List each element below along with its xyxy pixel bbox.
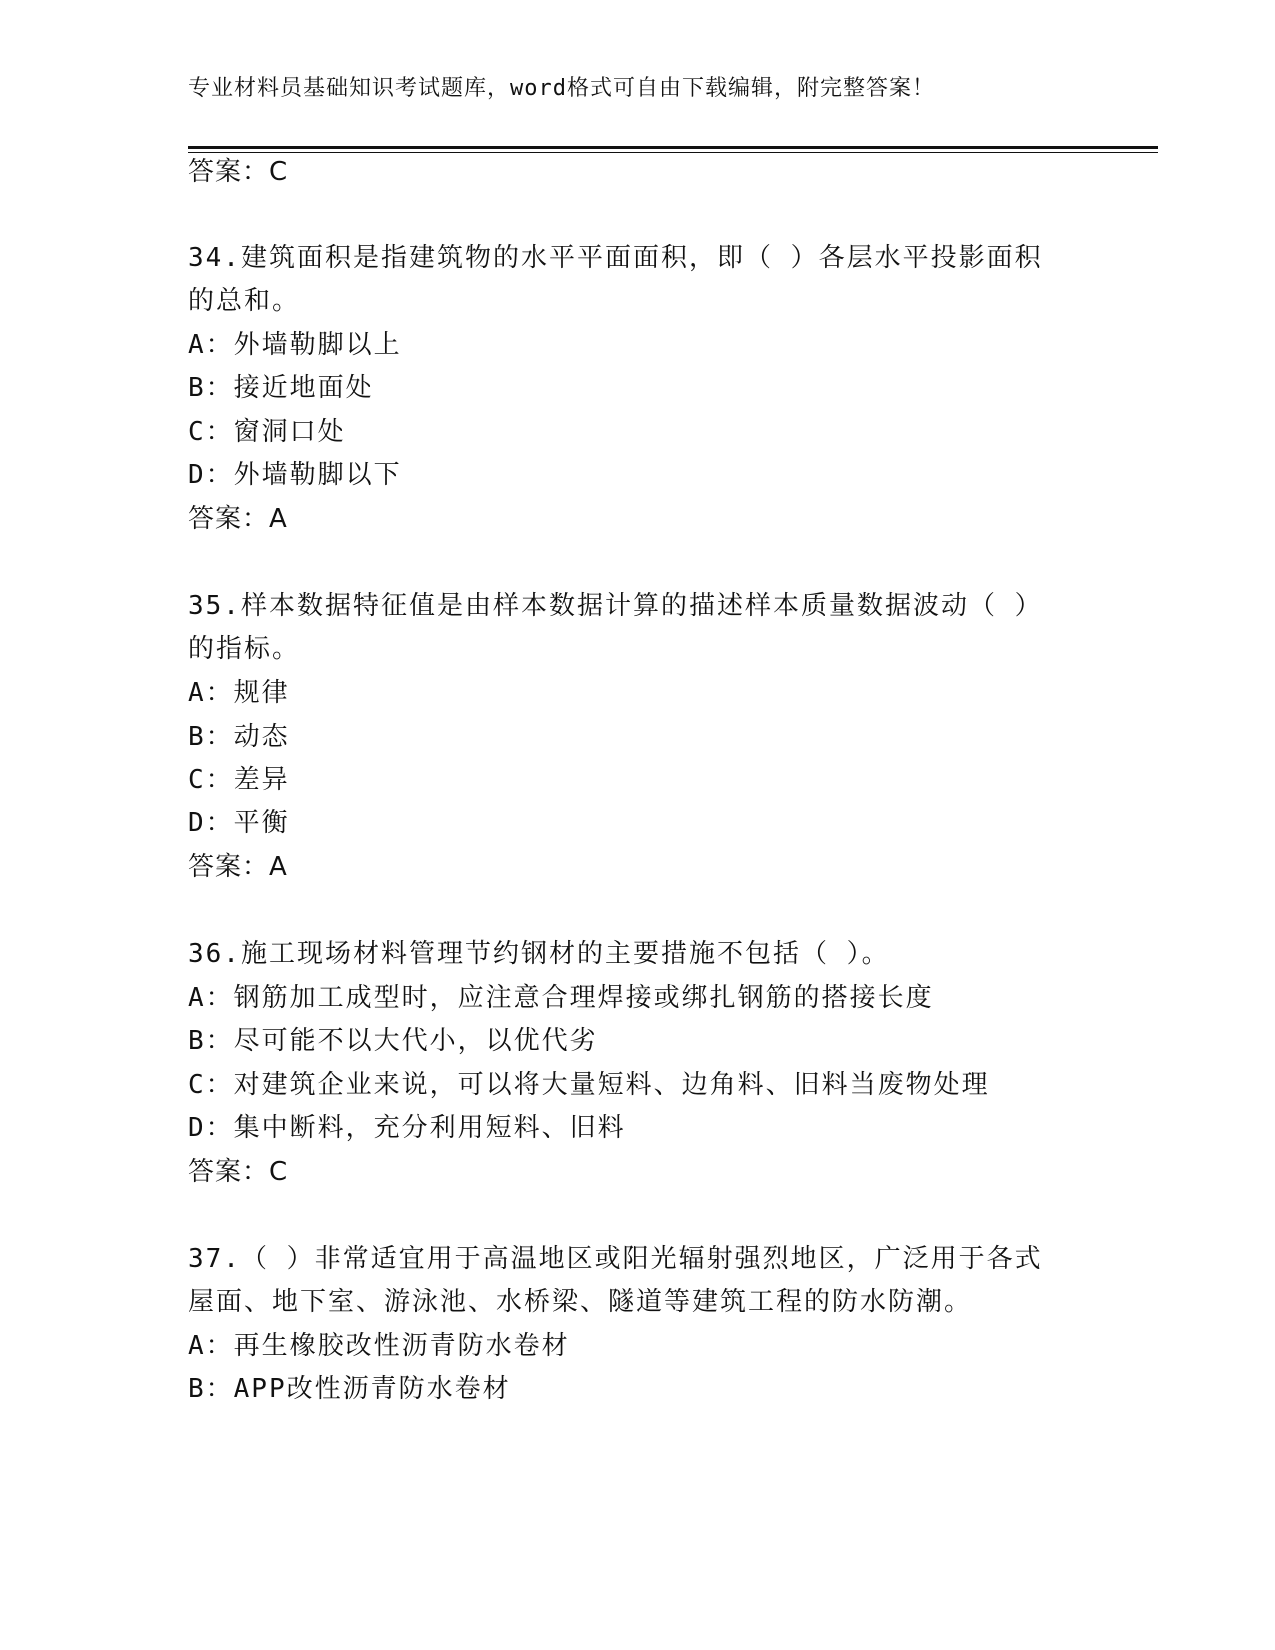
question-35-stem-line2: 的指标。: [188, 634, 301, 664]
question-34-option-b: B：接近地面处: [188, 373, 374, 403]
header-divider-thick: [188, 146, 1158, 149]
question-34-stem-line2: 的总和。: [188, 286, 301, 316]
question-34-answer: 答案：A: [188, 504, 288, 534]
question-34-stem-line1: 34.建筑面积是指建筑物的水平平面面积，即（ ）各层水平投影面积: [188, 243, 1043, 273]
question-36-stem: 36.施工现场材料管理节约钢材的主要措施不包括（ ）。: [188, 939, 890, 969]
question-37-option-b: B：APP改性沥青防水卷材: [188, 1374, 511, 1404]
question-35-option-d: D：平衡: [188, 808, 290, 838]
question-36-answer: 答案：C: [188, 1157, 289, 1187]
question-34-option-c: C：窗洞口处: [188, 417, 346, 447]
header-divider-thin: [188, 152, 1158, 153]
question-35-stem-line1: 35.样本数据特征值是由样本数据计算的描述样本质量数据波动（ ）: [188, 591, 1043, 621]
question-37-stem-line1: 37.（ ）非常适宜用于高温地区或阳光辐射强烈地区，广泛用于各式: [188, 1244, 1043, 1274]
question-36-option-d: D：集中断料，充分利用短料、旧料: [188, 1113, 626, 1143]
question-37-option-a: A：再生橡胶改性沥青防水卷材: [188, 1331, 570, 1361]
question-34-option-d: D：外墙勒脚以下: [188, 460, 402, 490]
question-35-option-c: C：差异: [188, 765, 290, 795]
question-35-option-a: A：规律: [188, 678, 290, 708]
question-35-option-b: B：动态: [188, 722, 290, 752]
question-36-option-c: C：对建筑企业来说，可以将大量短料、边角料、旧料当废物处理: [188, 1070, 990, 1100]
question-37-stem-line2: 屋面、地下室、游泳池、水桥梁、隧道等建筑工程的防水防潮。: [188, 1287, 973, 1317]
question-35-answer: 答案：A: [188, 852, 288, 882]
question-34-option-a: A：外墙勒脚以上: [188, 330, 402, 360]
page-header: 专业材料员基础知识考试题库，word格式可自由下载编辑，附完整答案！: [188, 76, 935, 101]
question-36-option-b: B：尽可能不以大代小，以优代劣: [188, 1026, 598, 1056]
previous-answer: 答案：C: [188, 157, 289, 187]
question-36-option-a: A：钢筋加工成型时，应注意合理焊接或绑扎钢筋的搭接长度: [188, 983, 934, 1013]
